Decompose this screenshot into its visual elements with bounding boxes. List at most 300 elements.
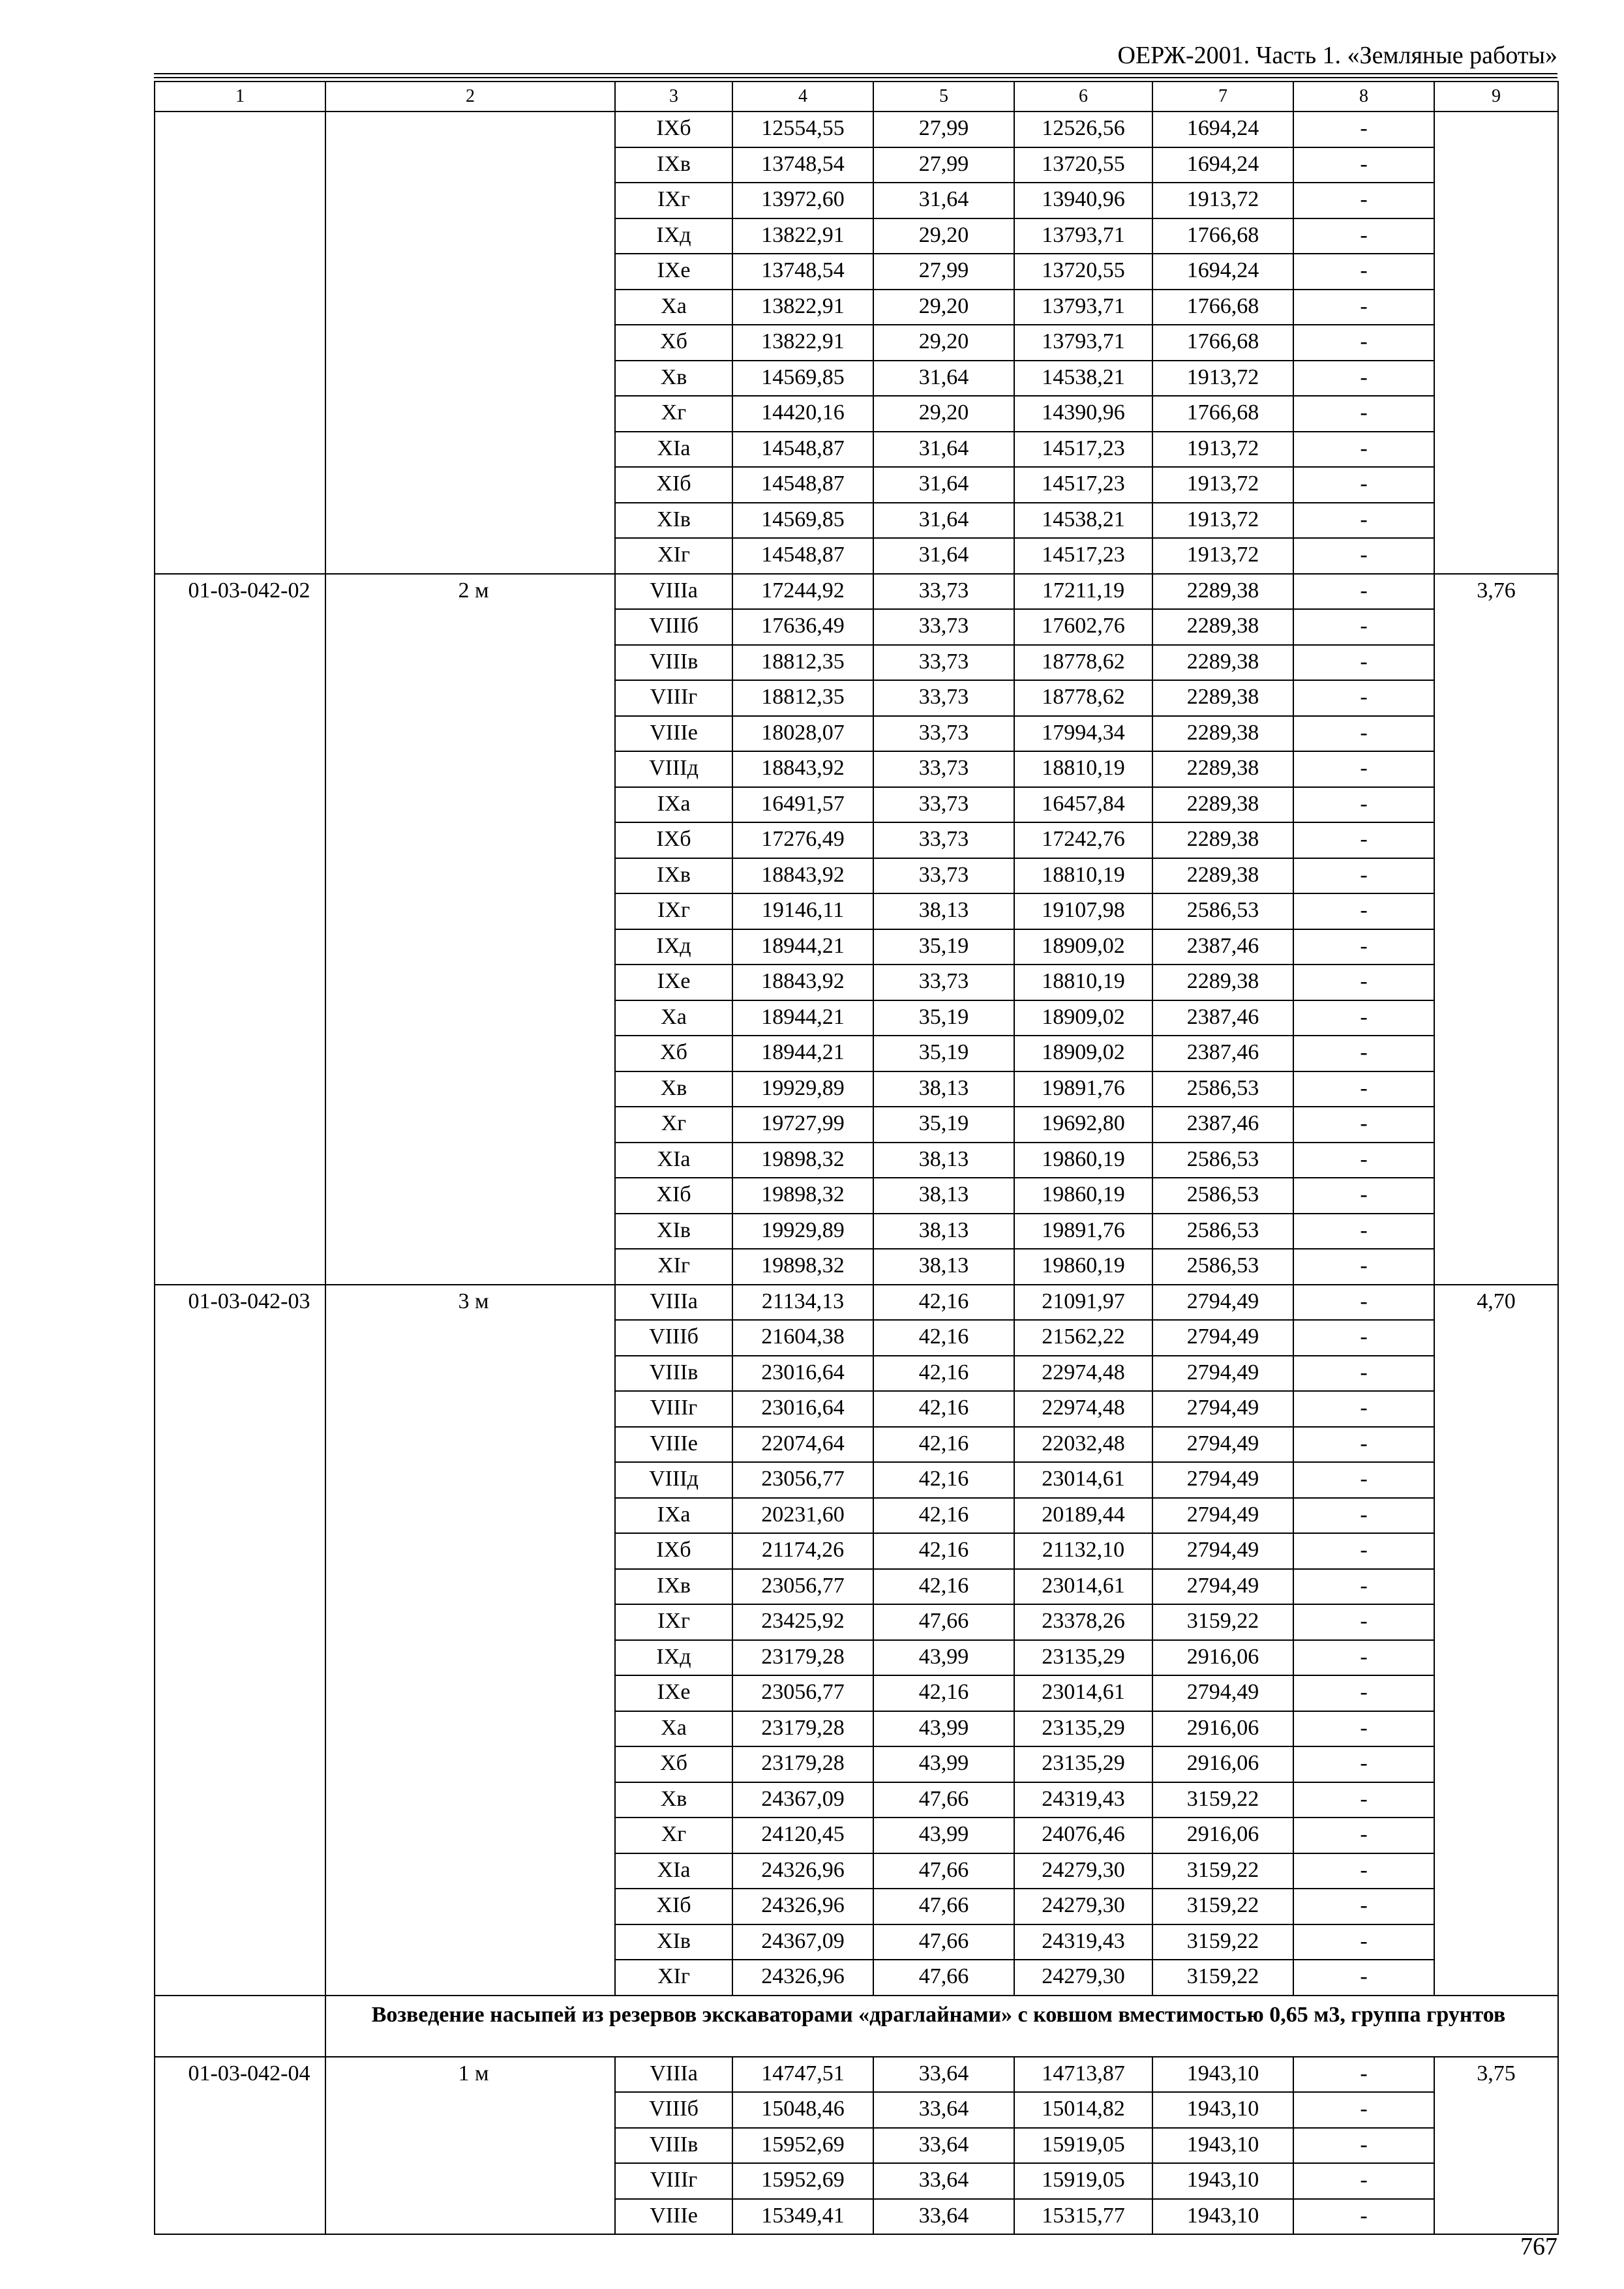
col-6-value: 19860,19 — [1014, 1178, 1152, 1214]
caption-empty-cell — [155, 1996, 325, 2057]
col-8-value: - — [1293, 787, 1434, 823]
col-4-value: 14548,87 — [732, 538, 873, 574]
col-8-value: - — [1293, 1320, 1434, 1356]
col-4-value: 24120,45 — [732, 1818, 873, 1853]
col-7-value: 1943,10 — [1152, 2199, 1293, 2235]
col-6-value: 13720,55 — [1014, 254, 1152, 290]
col-8-value: - — [1293, 1604, 1434, 1640]
col-5-value: 38,13 — [873, 1071, 1014, 1107]
col-5-value: 38,13 — [873, 1249, 1014, 1285]
col-4-value: 19727,99 — [732, 1107, 873, 1143]
col-7-value: 2586,53 — [1152, 1178, 1293, 1214]
soil-group: VIIIе — [615, 2199, 732, 2235]
col-7-value: 3159,22 — [1152, 1924, 1293, 1960]
soil-group: IXг — [615, 1604, 732, 1640]
col-7-value: 2387,46 — [1152, 929, 1293, 965]
soil-group: Xв — [615, 1782, 732, 1818]
col-8-value: - — [1293, 2057, 1434, 2093]
col-4-value: 17276,49 — [732, 822, 873, 858]
col-6-value: 13720,55 — [1014, 147, 1152, 183]
table-row — [155, 1285, 1558, 1321]
column-number: 3 — [615, 82, 732, 112]
col-6-value: 18778,62 — [1014, 645, 1152, 681]
soil-group: IXв — [615, 858, 732, 894]
col-4-value: 14548,87 — [732, 467, 873, 503]
col-5-value: 31,64 — [873, 361, 1014, 396]
table-row — [155, 2057, 1558, 2093]
rate-code: 01-03-042-04 — [155, 2057, 325, 2235]
soil-group: VIIIб — [615, 2092, 732, 2128]
col-4-value: 19146,11 — [732, 893, 873, 929]
col-6-value: 18909,02 — [1014, 1000, 1152, 1036]
soil-group: Xв — [615, 1071, 732, 1107]
col-4-value: 24326,96 — [732, 1889, 873, 1924]
col-4-value: 19929,89 — [732, 1071, 873, 1107]
header-rule — [154, 73, 1557, 74]
col-6-value: 18810,19 — [1014, 751, 1152, 787]
col-6-value: 14538,21 — [1014, 503, 1152, 539]
col-5-value: 33,73 — [873, 787, 1014, 823]
col-6-value: 23135,29 — [1014, 1640, 1152, 1676]
col-5-value: 33,64 — [873, 2163, 1014, 2199]
soil-group: Xг — [615, 396, 732, 432]
col-8-value: - — [1293, 1356, 1434, 1392]
col-4-value: 21174,26 — [732, 1533, 873, 1569]
col-4-value: 13822,91 — [732, 218, 873, 254]
col-7-value: 2794,49 — [1152, 1285, 1293, 1321]
col-8-value: - — [1293, 147, 1434, 183]
col-5-value: 33,73 — [873, 822, 1014, 858]
col-8-value: - — [1293, 1000, 1434, 1036]
col-4-value: 18843,92 — [732, 965, 873, 1000]
col-6-value: 17242,76 — [1014, 822, 1152, 858]
col-4-value: 18843,92 — [732, 858, 873, 894]
soil-group: IXб — [615, 822, 732, 858]
col-6-value: 21091,97 — [1014, 1285, 1152, 1321]
col-7-value: 2586,53 — [1152, 1249, 1293, 1285]
table-body — [155, 82, 1558, 2234]
soil-group: XIа — [615, 1143, 732, 1178]
rate-code — [155, 112, 325, 574]
col-4-value: 12554,55 — [732, 112, 873, 147]
col-5-value: 43,99 — [873, 1640, 1014, 1676]
col-7-value: 2387,46 — [1152, 1036, 1293, 1071]
col-7-value: 2289,38 — [1152, 751, 1293, 787]
soil-group: IXе — [615, 254, 732, 290]
col-8-value: - — [1293, 1249, 1434, 1285]
table-row — [155, 112, 1558, 147]
col-8-value: - — [1293, 2199, 1434, 2235]
col-4-value: 20231,60 — [732, 1498, 873, 1534]
col-4-value: 18028,07 — [732, 716, 873, 752]
soil-group: VIIIе — [615, 1427, 732, 1463]
col-8-value: - — [1293, 645, 1434, 681]
col-8-value: - — [1293, 1782, 1434, 1818]
col-5-value: 42,16 — [873, 1462, 1014, 1498]
soil-group: XIа — [615, 432, 732, 468]
soil-group: IXв — [615, 147, 732, 183]
col-5-value: 33,73 — [873, 716, 1014, 752]
col-5-value: 33,73 — [873, 680, 1014, 716]
col-8-value: - — [1293, 965, 1434, 1000]
col-7-value: 2916,06 — [1152, 1746, 1293, 1782]
col-8-value: - — [1293, 1214, 1434, 1249]
col-5-value: 29,20 — [873, 290, 1014, 325]
col-7-value: 1943,10 — [1152, 2092, 1293, 2128]
col-5-value: 47,66 — [873, 1889, 1014, 1924]
col-7-value: 2794,49 — [1152, 1427, 1293, 1463]
col-6-value: 24279,30 — [1014, 1853, 1152, 1889]
col-4-value: 18843,92 — [732, 751, 873, 787]
col-6-value: 24319,43 — [1014, 1924, 1152, 1960]
col-4-value: 19929,89 — [732, 1214, 873, 1249]
soil-group: VIIIд — [615, 751, 732, 787]
col-8-value: - — [1293, 680, 1434, 716]
col-5-value: 38,13 — [873, 1214, 1014, 1249]
col-7-value: 2289,38 — [1152, 574, 1293, 610]
col-6-value: 19860,19 — [1014, 1249, 1152, 1285]
col-7-value: 2794,49 — [1152, 1462, 1293, 1498]
col-5-value: 33,73 — [873, 965, 1014, 1000]
col-7-value: 2586,53 — [1152, 1071, 1293, 1107]
col-8-value: - — [1293, 1569, 1434, 1605]
rate-code: 01-03-042-02 — [155, 574, 325, 1285]
depth-parameter — [325, 112, 615, 574]
column-number: 2 — [325, 82, 615, 112]
col-8-value: - — [1293, 1071, 1434, 1107]
column-number: 1 — [155, 82, 325, 112]
col-8-value: - — [1293, 574, 1434, 610]
col-8-value: - — [1293, 716, 1434, 752]
col-8-value: - — [1293, 183, 1434, 218]
col-6-value: 15315,77 — [1014, 2199, 1152, 2235]
col-5-value: 43,99 — [873, 1711, 1014, 1747]
col-8-value: - — [1293, 751, 1434, 787]
col-5-value: 31,64 — [873, 183, 1014, 218]
col-8-value: - — [1293, 2092, 1434, 2128]
soil-group: IXа — [615, 787, 732, 823]
col-7-value: 1766,68 — [1152, 396, 1293, 432]
col-6-value: 18810,19 — [1014, 858, 1152, 894]
col-7-value: 3159,22 — [1152, 1853, 1293, 1889]
soil-group: IXв — [615, 1569, 732, 1605]
col-5-value: 29,20 — [873, 396, 1014, 432]
soil-group: VIIIа — [615, 2057, 732, 2093]
col-6-value: 17211,19 — [1014, 574, 1152, 610]
running-header: ОЕРЖ-2001. Часть 1. «Земляные работы» — [1117, 42, 1557, 69]
col-8-value: - — [1293, 1746, 1434, 1782]
col-5-value: 42,16 — [873, 1427, 1014, 1463]
header-rule — [154, 77, 1557, 78]
col-7-value: 1694,24 — [1152, 254, 1293, 290]
col-5-value: 27,99 — [873, 147, 1014, 183]
col-5-value: 38,13 — [873, 1143, 1014, 1178]
col-4-value: 23056,77 — [732, 1675, 873, 1711]
col-4-value: 22074,64 — [732, 1427, 873, 1463]
col-7-value: 1694,24 — [1152, 112, 1293, 147]
col-4-value: 18812,35 — [732, 645, 873, 681]
soil-group: IXе — [615, 965, 732, 1000]
col-8-value: - — [1293, 858, 1434, 894]
col-7-value: 1943,10 — [1152, 2163, 1293, 2199]
soil-group: VIIIг — [615, 680, 732, 716]
col-6-value: 14517,23 — [1014, 538, 1152, 574]
col-4-value: 14747,51 — [732, 2057, 873, 2093]
col-4-value: 24367,09 — [732, 1924, 873, 1960]
section-caption-row — [155, 1996, 1558, 2057]
col-7-value: 2794,49 — [1152, 1675, 1293, 1711]
col-4-value: 23425,92 — [732, 1604, 873, 1640]
col-9-value: 3,76 — [1434, 574, 1558, 1285]
col-4-value: 21604,38 — [732, 1320, 873, 1356]
soil-group: IXе — [615, 1675, 732, 1711]
col-5-value: 31,64 — [873, 432, 1014, 468]
col-4-value: 19898,32 — [732, 1178, 873, 1214]
soil-group: VIIIв — [615, 1356, 732, 1392]
soil-group: Xг — [615, 1818, 732, 1853]
col-5-value: 33,73 — [873, 645, 1014, 681]
col-4-value: 15952,69 — [732, 2128, 873, 2164]
col-7-value: 1913,72 — [1152, 503, 1293, 539]
soil-group: XIг — [615, 1960, 732, 1996]
col-7-value: 2289,38 — [1152, 822, 1293, 858]
col-6-value: 15919,05 — [1014, 2128, 1152, 2164]
col-5-value: 35,19 — [873, 1036, 1014, 1071]
col-7-value: 2794,49 — [1152, 1569, 1293, 1605]
col-5-value: 27,99 — [873, 112, 1014, 147]
col-7-value: 2387,46 — [1152, 1107, 1293, 1143]
col-6-value: 19860,19 — [1014, 1143, 1152, 1178]
soil-group: VIIIв — [615, 645, 732, 681]
col-6-value: 23135,29 — [1014, 1746, 1152, 1782]
col-5-value: 47,66 — [873, 1604, 1014, 1640]
col-5-value: 43,99 — [873, 1818, 1014, 1853]
col-6-value: 19891,76 — [1014, 1071, 1152, 1107]
col-5-value: 42,16 — [873, 1285, 1014, 1321]
column-number: 6 — [1014, 82, 1152, 112]
col-8-value: - — [1293, 822, 1434, 858]
col-7-value: 2289,38 — [1152, 716, 1293, 752]
col-8-value: - — [1293, 1889, 1434, 1924]
col-6-value: 14390,96 — [1014, 396, 1152, 432]
col-5-value: 42,16 — [873, 1320, 1014, 1356]
col-5-value: 29,20 — [873, 218, 1014, 254]
col-4-value: 17244,92 — [732, 574, 873, 610]
col-6-value: 19891,76 — [1014, 1214, 1152, 1249]
col-5-value: 29,20 — [873, 325, 1014, 361]
col-6-value: 22032,48 — [1014, 1427, 1152, 1463]
col-5-value: 33,73 — [873, 858, 1014, 894]
soil-group: XIв — [615, 503, 732, 539]
col-4-value: 16491,57 — [732, 787, 873, 823]
col-6-value: 24076,46 — [1014, 1818, 1152, 1853]
col-4-value: 14420,16 — [732, 396, 873, 432]
col-8-value: - — [1293, 325, 1434, 361]
soil-group: Xг — [615, 1107, 732, 1143]
soil-group: VIIIв — [615, 2128, 732, 2164]
col-4-value: 18812,35 — [732, 680, 873, 716]
col-7-value: 3159,22 — [1152, 1889, 1293, 1924]
col-5-value: 43,99 — [873, 1746, 1014, 1782]
col-7-value: 1943,10 — [1152, 2128, 1293, 2164]
col-5-value: 47,66 — [873, 1782, 1014, 1818]
col-8-value: - — [1293, 467, 1434, 503]
col-5-value: 33,73 — [873, 751, 1014, 787]
col-5-value: 35,19 — [873, 1000, 1014, 1036]
soil-group: XIб — [615, 467, 732, 503]
col-9-value: 4,70 — [1434, 1285, 1558, 1996]
col-6-value: 18909,02 — [1014, 1036, 1152, 1071]
col-6-value: 24319,43 — [1014, 1782, 1152, 1818]
col-4-value: 14548,87 — [732, 432, 873, 468]
rate-code: 01-03-042-03 — [155, 1285, 325, 1996]
col-7-value: 2289,38 — [1152, 680, 1293, 716]
col-5-value: 35,19 — [873, 929, 1014, 965]
soil-group: VIIIб — [615, 609, 732, 645]
col-6-value: 18909,02 — [1014, 929, 1152, 965]
col-7-value: 1694,24 — [1152, 147, 1293, 183]
col-6-value: 23014,61 — [1014, 1569, 1152, 1605]
col-7-value: 1913,72 — [1152, 361, 1293, 396]
col-6-value: 21132,10 — [1014, 1533, 1152, 1569]
col-4-value: 14569,85 — [732, 503, 873, 539]
col-6-value: 13793,71 — [1014, 325, 1152, 361]
col-4-value: 24326,96 — [732, 1853, 873, 1889]
col-4-value: 23016,64 — [732, 1391, 873, 1427]
col-8-value: - — [1293, 503, 1434, 539]
col-8-value: - — [1293, 1711, 1434, 1747]
col-6-value: 13793,71 — [1014, 218, 1152, 254]
col-8-value: - — [1293, 1462, 1434, 1498]
col-7-value: 2289,38 — [1152, 787, 1293, 823]
soil-group: IXг — [615, 893, 732, 929]
soil-group: XIв — [615, 1214, 732, 1249]
col-5-value: 33,64 — [873, 2128, 1014, 2164]
col-8-value: - — [1293, 361, 1434, 396]
col-4-value: 14569,85 — [732, 361, 873, 396]
col-8-value: - — [1293, 1960, 1434, 1996]
soil-group: Xа — [615, 1711, 732, 1747]
col-4-value: 19898,32 — [732, 1249, 873, 1285]
col-7-value: 1913,72 — [1152, 467, 1293, 503]
col-8-value: - — [1293, 2163, 1434, 2199]
col-7-value: 2794,49 — [1152, 1533, 1293, 1569]
col-4-value: 18944,21 — [732, 929, 873, 965]
col-8-value: - — [1293, 1391, 1434, 1427]
col-5-value: 42,16 — [873, 1498, 1014, 1534]
col-8-value: - — [1293, 1818, 1434, 1853]
col-6-value: 17994,34 — [1014, 716, 1152, 752]
col-4-value: 18944,21 — [732, 1036, 873, 1071]
col-6-value: 19692,80 — [1014, 1107, 1152, 1143]
soil-group: VIIIг — [615, 2163, 732, 2199]
column-number: 8 — [1293, 82, 1434, 112]
col-8-value: - — [1293, 254, 1434, 290]
col-6-value: 24279,30 — [1014, 1889, 1152, 1924]
col-4-value: 21134,13 — [732, 1285, 873, 1321]
col-5-value: 31,64 — [873, 538, 1014, 574]
col-8-value: - — [1293, 218, 1434, 254]
rates-table — [154, 81, 1559, 2235]
soil-group: VIIIа — [615, 574, 732, 610]
col-4-value: 23179,28 — [732, 1711, 873, 1747]
col-4-value: 13748,54 — [732, 147, 873, 183]
col-5-value: 31,64 — [873, 467, 1014, 503]
col-8-value: - — [1293, 112, 1434, 147]
column-number-row — [155, 82, 1558, 112]
col-8-value: - — [1293, 396, 1434, 432]
col-7-value: 2794,49 — [1152, 1391, 1293, 1427]
col-4-value: 23179,28 — [732, 1746, 873, 1782]
col-7-value: 2916,06 — [1152, 1711, 1293, 1747]
col-7-value: 2289,38 — [1152, 965, 1293, 1000]
col-6-value: 20189,44 — [1014, 1498, 1152, 1534]
col-4-value: 23179,28 — [732, 1640, 873, 1676]
col-7-value: 2916,06 — [1152, 1818, 1293, 1853]
col-9-value: 3,75 — [1434, 2057, 1558, 2235]
col-5-value: 38,13 — [873, 1178, 1014, 1214]
col-4-value: 13748,54 — [732, 254, 873, 290]
col-5-value: 42,16 — [873, 1675, 1014, 1711]
col-5-value: 42,16 — [873, 1391, 1014, 1427]
soil-group: Xб — [615, 1746, 732, 1782]
col-4-value: 24326,96 — [732, 1960, 873, 1996]
soil-group: XIб — [615, 1889, 732, 1924]
soil-group: IXг — [615, 183, 732, 218]
col-7-value: 1766,68 — [1152, 325, 1293, 361]
col-7-value: 3159,22 — [1152, 1604, 1293, 1640]
depth-parameter: 3 м — [325, 1285, 615, 1996]
col-7-value: 2387,46 — [1152, 1000, 1293, 1036]
soil-group: Xа — [615, 1000, 732, 1036]
depth-parameter: 1 м — [325, 2057, 615, 2235]
col-8-value: - — [1293, 2128, 1434, 2164]
col-6-value: 14713,87 — [1014, 2057, 1152, 2093]
soil-group: VIIIе — [615, 716, 732, 752]
col-6-value: 14517,23 — [1014, 467, 1152, 503]
col-8-value: - — [1293, 1675, 1434, 1711]
soil-group: Xб — [615, 1036, 732, 1071]
col-5-value: 33,73 — [873, 574, 1014, 610]
col-4-value: 23056,77 — [732, 1569, 873, 1605]
col-7-value: 2794,49 — [1152, 1498, 1293, 1534]
soil-group: Xа — [615, 290, 732, 325]
col-8-value: - — [1293, 1427, 1434, 1463]
col-7-value: 2794,49 — [1152, 1356, 1293, 1392]
soil-group: IXд — [615, 218, 732, 254]
col-4-value: 17636,49 — [732, 609, 873, 645]
col-4-value: 15952,69 — [732, 2163, 873, 2199]
col-7-value: 3159,22 — [1152, 1960, 1293, 1996]
soil-group: XIг — [615, 1249, 732, 1285]
col-5-value: 42,16 — [873, 1356, 1014, 1392]
col-8-value: - — [1293, 1640, 1434, 1676]
col-8-value: - — [1293, 290, 1434, 325]
section-caption: Возведение насыпей из резервов экскаваторами «драглайнами» с ковшом вместимостью 0,65 м3, группа грунтов — [325, 1996, 1558, 2057]
soil-group: VIIIа — [615, 1285, 732, 1321]
col-5-value: 38,13 — [873, 893, 1014, 929]
col-5-value: 47,66 — [873, 1853, 1014, 1889]
col-7-value: 2916,06 — [1152, 1640, 1293, 1676]
col-8-value: - — [1293, 1533, 1434, 1569]
soil-group: XIб — [615, 1178, 732, 1214]
col-4-value: 24367,09 — [732, 1782, 873, 1818]
soil-group: Xб — [615, 325, 732, 361]
col-7-value: 2289,38 — [1152, 645, 1293, 681]
col-4-value: 18944,21 — [732, 1000, 873, 1036]
col-8-value: - — [1293, 432, 1434, 468]
col-8-value: - — [1293, 1107, 1434, 1143]
